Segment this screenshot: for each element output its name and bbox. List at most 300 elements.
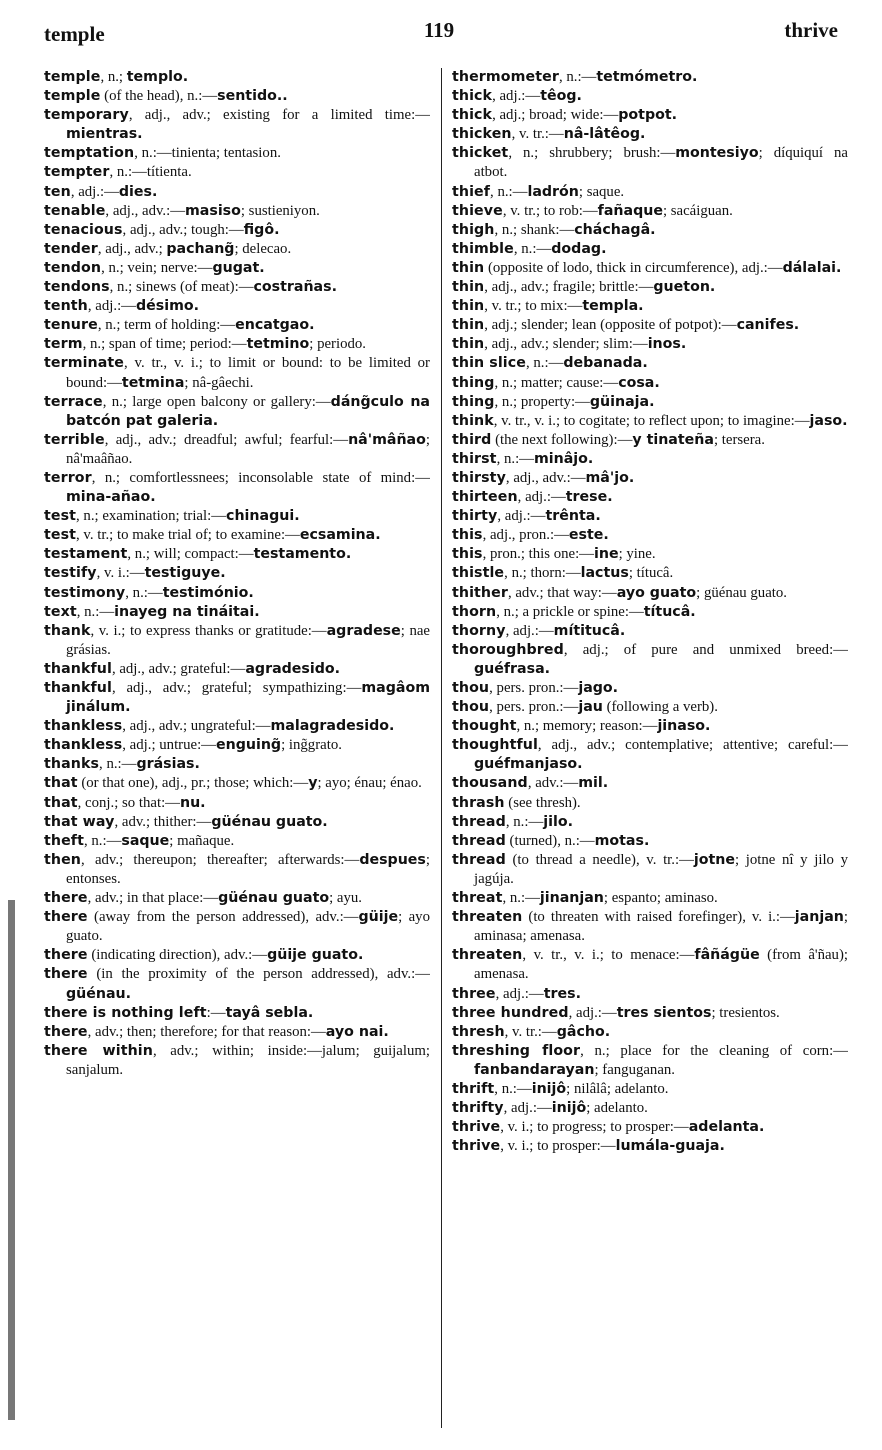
page-edge-shadow — [8, 900, 15, 1420]
entry-headword: terrible — [44, 431, 105, 448]
dictionary-entry — [452, 507, 848, 526]
entry-definition: , adj.:— — [568, 1004, 617, 1021]
dictionary-entry — [452, 526, 848, 545]
entry-definition: ; mañaque. — [169, 832, 235, 849]
dictionary-entry — [452, 412, 848, 431]
entry-headword: thou — [452, 699, 490, 716]
running-header — [40, 14, 838, 44]
page-number: 119 — [423, 18, 455, 42]
entry-translation: tayâ sebla. — [225, 1004, 314, 1021]
entry-translation: inijô — [531, 1080, 567, 1097]
dictionary-entry — [452, 278, 848, 297]
dictionary-entry — [452, 106, 848, 125]
entry-translation: motas. — [594, 832, 650, 849]
entry-translation: jotne — [693, 851, 736, 868]
entry-translation: figô. — [243, 221, 280, 238]
entry-headword: thimble — [452, 240, 514, 257]
dictionary-entry — [452, 641, 848, 679]
dictionary-entry — [44, 946, 430, 965]
entry-headword: thin slice — [452, 355, 526, 372]
entry-headword: thread — [452, 832, 506, 849]
entry-headword: three — [452, 985, 496, 1002]
entry-definition: , pers. pron.:— — [489, 699, 579, 716]
entry-translation: jau — [578, 699, 603, 716]
entry-translation: gâcho. — [556, 1023, 611, 1040]
dictionary-entry — [452, 202, 848, 221]
entry-headword: thirty — [452, 508, 498, 525]
entry-definition: ; jotne nî y jilo y jagúja. — [474, 851, 848, 887]
entry-translation: nu. — [179, 794, 206, 811]
entry-headword: thirteen — [452, 489, 518, 506]
dictionary-entry — [44, 316, 430, 335]
entry-definition: , v. tr.:— — [511, 126, 564, 143]
entry-translation: agradese — [326, 622, 401, 639]
entry-definition: ; adelanto. — [586, 1100, 648, 1117]
entry-definition: , n.:— — [76, 603, 115, 620]
dictionary-entry — [452, 794, 848, 813]
dictionary-entry — [44, 622, 430, 660]
entry-headword: thankless — [44, 737, 123, 754]
entry-headword: this — [452, 546, 483, 563]
dictionary-entry — [452, 1042, 848, 1080]
entry-translation: mítitucâ. — [553, 622, 626, 639]
dictionary-entry — [452, 622, 848, 641]
entry-headword: tendons — [44, 279, 110, 296]
entry-definition: , n.:— — [99, 756, 137, 773]
entry-headword: that — [44, 775, 78, 792]
header-right-guideword: thrive — [784, 18, 838, 42]
entry-definition: ; espanto; aminaso. — [603, 890, 718, 907]
entry-definition: ; ayo guato. — [66, 909, 430, 945]
entry-definition: ; fanguganan. — [594, 1061, 675, 1078]
dictionary-entry — [452, 297, 848, 316]
entry-headword: thou — [452, 680, 490, 696]
entry-translation: dálalai. — [782, 259, 842, 276]
dictionary-entry — [44, 736, 430, 755]
entry-definition: (in the proximity of the person addressed), adv.:— — [87, 966, 430, 983]
entry-definition: , n.:— — [505, 813, 544, 830]
entry-definition: (see thresh). — [504, 794, 581, 811]
entry-definition: , v. i.; to prosper:— — [500, 1138, 616, 1155]
dictionary-entry — [452, 431, 848, 450]
entry-translation: montesiyo — [675, 145, 759, 162]
entry-definition: , adj.; broad; wide:— — [492, 107, 619, 124]
entry-translation: tetmómetro. — [596, 69, 698, 85]
entry-definition: , n.; property:— — [494, 393, 590, 410]
entry-headword: threshing floor — [452, 1042, 581, 1059]
entry-headword: thorn — [452, 603, 497, 620]
dictionary-entry — [44, 813, 430, 832]
entry-headword: thin — [452, 279, 485, 296]
entry-translation: enguing̃ — [215, 737, 282, 754]
entry-translation: debanada. — [563, 355, 648, 372]
entry-headword: thicket — [452, 145, 509, 162]
entry-headword: testament — [44, 546, 128, 563]
entry-translation: ladrón — [527, 183, 579, 200]
entry-definition: , adj., adv.:— — [505, 469, 586, 486]
entry-definition: :— — [206, 1004, 226, 1021]
entry-translation: trese. — [565, 489, 613, 506]
entry-definition: , adj.; of pure and unmixed breed:— — [563, 641, 848, 658]
entry-translation: güije guato. — [267, 947, 364, 964]
entry-headword: terrace — [44, 393, 103, 410]
dictionary-entry — [452, 316, 848, 335]
entry-translation: despues — [359, 851, 426, 868]
dictionary-entry — [44, 717, 430, 736]
entry-definition: , pers. pron.:— — [489, 680, 579, 696]
entry-definition: (or that one), adj., pr.; those; which:— — [77, 775, 309, 792]
entry-translation: ecsamina. — [299, 527, 381, 544]
entry-headword: thread — [452, 851, 506, 868]
entry-translation: ayo nai. — [325, 1023, 389, 1040]
entry-headword: thread — [452, 813, 506, 830]
entry-translation: jaso. — [809, 412, 848, 429]
entry-headword: temple — [44, 88, 101, 105]
entry-translation: ine — [593, 546, 619, 563]
dictionary-entry — [44, 851, 430, 889]
entry-definition: , n.; — [100, 69, 127, 85]
entry-translation: magâom jinálum. — [66, 680, 430, 716]
dictionary-entry — [44, 507, 430, 526]
dictionary-entry — [44, 144, 430, 163]
dictionary-entry — [44, 431, 430, 469]
entry-translation: güinaja. — [589, 393, 655, 410]
entry-headword: thigh — [452, 221, 495, 238]
entry-definition: , n.; term of holding:— — [97, 317, 236, 334]
dictionary-entry — [44, 564, 430, 583]
entry-headword: temporary — [44, 107, 129, 124]
entry-translation: inos. — [647, 336, 687, 353]
entry-definition: , n.:— — [558, 69, 597, 85]
entry-definition: , n.; place for the cleaning of corn:— — [580, 1042, 848, 1059]
entry-headword: thing — [452, 393, 495, 410]
entry-definition: , v. tr.; to make trial of; to examine:— — [76, 527, 300, 544]
entry-headword: thief — [452, 183, 491, 200]
entry-translation: títucâ. — [643, 603, 696, 620]
dictionary-entry — [452, 908, 848, 946]
dictionary-entry — [452, 259, 848, 278]
dictionary-entry — [452, 603, 848, 622]
entry-definition: ; nae grásias. — [66, 622, 430, 658]
dictionary-entry — [44, 774, 430, 793]
entry-definition: , n.; matter; cause:— — [494, 374, 619, 391]
dictionary-entry — [452, 1080, 848, 1099]
entry-definition: , adj., adv.; contemplative; attentive; careful:— — [537, 737, 848, 754]
entry-headword: temptation — [44, 145, 135, 162]
dictionary-entry — [452, 450, 848, 469]
dictionary-entry — [44, 1004, 430, 1023]
entry-headword: thieve — [452, 202, 503, 219]
entry-definition: , n.:—títienta. — [109, 164, 192, 181]
dictionary-entry — [452, 851, 848, 889]
entry-headword: think — [452, 412, 494, 429]
entry-definition: (of the head), n.:— — [100, 88, 218, 105]
entry-headword: thistle — [452, 565, 505, 582]
dictionary-entry — [44, 297, 430, 316]
entry-translation: masiso — [185, 202, 241, 219]
entry-translation: templa. — [582, 298, 644, 315]
dictionary-entry — [44, 832, 430, 851]
entry-headword: there is nothing left — [44, 1004, 207, 1021]
entry-translation: canifes. — [736, 317, 800, 334]
dictionary-entry — [452, 1137, 848, 1156]
column-divider — [441, 68, 442, 1428]
entry-translation: mâ'jo. — [585, 469, 635, 486]
entry-translation: y tinateña — [632, 431, 714, 448]
entry-translation: costrañas. — [253, 279, 337, 296]
entry-definition: , n.:— — [490, 183, 528, 200]
entry-definition: , adj.; untrue:— — [122, 737, 216, 754]
entry-headword: thin — [452, 259, 485, 276]
entry-headword: thing — [452, 374, 495, 391]
entry-translation: janjan — [794, 909, 844, 926]
dictionary-entry — [452, 335, 848, 354]
entry-definition: ; saque. — [578, 183, 625, 200]
entry-definition: , n.:—tinienta; tentasion. — [134, 145, 281, 162]
entry-definition: , n.; will; compact:— — [127, 546, 254, 563]
entry-translation: tetmino — [246, 336, 310, 353]
entry-headword: tempter — [44, 164, 110, 181]
entry-headword: thought — [452, 718, 517, 735]
entry-definition: , adj.:— — [492, 88, 541, 105]
entry-definition: , v. tr., v. i.; to limit or bound: to be limited or bound:— — [66, 355, 430, 391]
dictionary-entry — [44, 1042, 430, 1080]
entry-headword: text — [44, 603, 77, 620]
dictionary-entry — [44, 469, 430, 507]
entry-headword: three hundred — [452, 1004, 569, 1021]
entry-definition: (away from the person addressed), adv.:— — [87, 909, 359, 926]
entry-definition: , adj.:— — [517, 489, 566, 506]
entry-translation: güénau. — [66, 985, 132, 1002]
entry-headword: there within — [44, 1042, 153, 1059]
dictionary-entry — [452, 1023, 848, 1042]
entry-definition: , adv.; thereupon; thereafter; afterwards:— — [81, 851, 360, 868]
entry-translation: güénau guato — [218, 890, 330, 907]
entry-headword: thrift — [452, 1080, 495, 1097]
dictionary-entry — [44, 163, 430, 182]
dictionary-entry — [44, 278, 430, 297]
entry-definition: , adj.:— — [497, 508, 546, 525]
entry-definition: , adj., adv.; — [97, 240, 167, 257]
dictionary-entry — [452, 374, 848, 393]
entry-definition: ; nâ-gâechi. — [184, 374, 254, 391]
entry-definition: , adj.:— — [87, 298, 136, 315]
entry-definition: (following a verb). — [602, 699, 718, 716]
dictionary-entry — [44, 660, 430, 679]
entry-translation: mil. — [578, 775, 609, 792]
entry-translation: gugat. — [212, 259, 265, 276]
entry-headword: thicken — [452, 126, 512, 143]
dictionary-entry — [44, 68, 430, 87]
entry-definition: , adv.:— — [527, 775, 579, 792]
entry-definition: , n.:— — [494, 1080, 532, 1097]
entry-definition: , adj., pron.:— — [482, 527, 569, 544]
entry-definition: ; aminasa; amenasa. — [474, 909, 848, 945]
entry-headword: thick — [452, 107, 493, 124]
dictionary-entry — [44, 183, 430, 202]
dictionary-entry — [452, 240, 848, 259]
entry-translation: testamento. — [253, 546, 352, 563]
entry-translation: fañaque — [597, 202, 663, 219]
dictionary-entry — [452, 221, 848, 240]
entry-headword: thick — [452, 88, 493, 105]
entry-definition: (from â'ñau); amenasa. — [474, 947, 848, 983]
entry-translation: tetmina — [121, 374, 185, 391]
entry-definition: (the next following):— — [491, 431, 633, 448]
entry-definition: , n.; shrubbery; brush:— — [508, 145, 676, 162]
entry-headword: that — [44, 794, 78, 811]
entry-definition: , n.:— — [513, 240, 552, 257]
entry-headword: testify — [44, 565, 97, 582]
entry-translation: güije — [358, 909, 399, 926]
entry-headword: threat — [452, 890, 503, 907]
entry-headword: there — [44, 966, 88, 983]
entry-headword: thin — [452, 298, 485, 315]
entry-translation: chinagui. — [226, 508, 300, 525]
entry-translation: testimónio. — [162, 584, 254, 601]
dictionary-entry — [452, 774, 848, 793]
dictionary-entry — [452, 698, 848, 717]
entry-definition: , adv.; within; inside:—jalum; guijalum; sanjalum. — [66, 1042, 430, 1078]
entry-definition: (turned), n.:— — [505, 832, 595, 849]
entry-definition: , n.; memory; reason:— — [516, 718, 658, 735]
entry-headword: there — [44, 947, 88, 964]
dictionary-entry — [44, 603, 430, 622]
entry-headword: this — [452, 527, 483, 544]
entry-definition: ; títucâ. — [628, 565, 674, 582]
entry-definition: , n.; large open balcony or gallery:— — [102, 393, 331, 410]
entry-definition: (to thread a needle), v. tr.:— — [505, 851, 694, 868]
entry-definition: , adj., adv.; fragile; brittle:— — [484, 279, 654, 296]
entry-translation: saque — [121, 832, 170, 849]
entry-translation: testiguye. — [144, 565, 226, 582]
dictionary-entry — [44, 87, 430, 106]
entry-headword: thrifty — [452, 1100, 504, 1117]
entry-translation: dies. — [118, 183, 158, 200]
entry-headword: thanks — [44, 756, 100, 773]
entry-translation: nâ'mâñao — [348, 431, 426, 448]
entry-headword: tenth — [44, 298, 88, 315]
dictionary-entry — [452, 545, 848, 564]
entry-headword: thoughtful — [452, 737, 538, 754]
dictionary-entry — [44, 545, 430, 564]
entry-translation: jilo. — [543, 813, 573, 830]
right-column — [452, 68, 848, 1438]
entry-translation: nâ-lâtêog. — [563, 126, 646, 143]
entry-translation: adelanta. — [688, 1119, 765, 1136]
entry-definition: , adj.:— — [70, 183, 119, 200]
entry-definition: , adj., adv.; ungrateful:— — [122, 718, 271, 735]
dictionary-entry — [452, 125, 848, 144]
entry-definition: , n.; shank:— — [494, 221, 575, 238]
entry-definition: , n.; span of time; period:— — [82, 336, 247, 353]
entry-definition: , n.; thorn:— — [504, 565, 581, 582]
entry-definition: , n.:— — [83, 832, 122, 849]
entry-definition: , adv.; that way:— — [507, 584, 617, 601]
dictionary-entry — [452, 144, 848, 182]
entry-definition: , pron.; this one:— — [482, 546, 594, 563]
entry-translation: dodag. — [551, 240, 607, 257]
entry-definition: , n.:— — [496, 450, 534, 467]
entry-translation: ayo guato — [616, 584, 697, 601]
dictionary-entry — [44, 354, 430, 392]
entry-headword: thorny — [452, 622, 506, 639]
entry-definition: (indicating direction), adv.:— — [87, 947, 268, 964]
dictionary-entry — [452, 354, 848, 373]
entry-definition: , adj., adv.; grateful; sympathizing:— — [111, 680, 362, 696]
entry-definition: , n.; comfortlessnees; inconsolable state of mind:— — [91, 469, 430, 486]
entry-definition: ; díquiquí na atbot. — [474, 145, 848, 181]
entry-headword: thank — [44, 622, 91, 639]
entry-translation: fâñágüe — [694, 947, 760, 964]
dictionary-entry — [44, 335, 430, 354]
entry-definition: , n.; a prickle or spine:— — [496, 603, 644, 620]
entry-definition: , v. tr.:— — [504, 1023, 557, 1040]
entry-definition: , n.; examination; trial:— — [76, 508, 227, 525]
entry-translation: trênta. — [545, 508, 601, 525]
entry-headword: theft — [44, 832, 84, 849]
entry-headword: threaten — [452, 947, 523, 964]
entry-translation: fanbandarayan — [474, 1061, 595, 1078]
entry-headword: thin — [452, 336, 485, 353]
dictionary-entry — [452, 946, 848, 984]
entry-definition: , v. tr.; to mix:— — [484, 298, 583, 315]
entry-translation: encatgao. — [235, 317, 315, 334]
dictionary-entry — [452, 813, 848, 832]
dictionary-entry — [44, 106, 430, 144]
entry-translation: grásias. — [136, 756, 200, 773]
entry-translation: cosa. — [618, 374, 660, 391]
entry-definition: , adj.:— — [503, 1100, 552, 1117]
entry-translation: têog. — [540, 88, 582, 105]
dictionary-entry — [452, 1099, 848, 1118]
entry-translation: jinaso. — [657, 718, 711, 735]
entry-headword: terminate — [44, 355, 125, 372]
entry-translation: mina-añao. — [66, 489, 156, 506]
entry-translation: guéfrasa. — [474, 660, 551, 677]
entry-headword: thousand — [452, 775, 528, 792]
dictionary-entry — [44, 584, 430, 603]
entry-headword: that way — [44, 813, 115, 830]
entry-definition: , n.:— — [526, 355, 564, 372]
entry-translation: inayeg na tináitai. — [114, 603, 260, 620]
entry-translation: pachang̃ — [166, 240, 235, 257]
entry-headword: ten — [44, 183, 71, 200]
entry-translation: lumála-guaja. — [615, 1138, 725, 1155]
dictionary-entry — [452, 68, 848, 87]
entry-definition: ; nilâlâ; adelanto. — [566, 1080, 669, 1097]
entry-translation: templo. — [126, 69, 189, 85]
entry-definition: (opposite of lodo, thick in circumference), adj.:— — [484, 259, 783, 276]
entry-headword: thankful — [44, 680, 112, 696]
entry-definition: ; tersera. — [713, 431, 765, 448]
dictionary-entry — [452, 889, 848, 908]
entry-definition: , adj.; slender; lean (opposite of potpot):— — [484, 317, 737, 334]
entry-headword: test — [44, 527, 77, 544]
entry-translation: sentido.. — [217, 88, 288, 105]
entry-definition: , v. tr., v. i.; to menace:— — [522, 947, 695, 964]
entry-definition: , n.:— — [125, 584, 163, 601]
entry-headword: terror — [44, 469, 92, 486]
entry-definition: , n.; sinews (of meat):— — [109, 279, 254, 296]
entry-translation: tres sientos — [616, 1004, 712, 1021]
dictionary-entry — [44, 259, 430, 278]
entry-definition: , n.; vein; nerve:— — [101, 259, 213, 276]
entry-definition: , v. i.; to progress; to prosper:— — [500, 1119, 689, 1136]
entry-headword: third — [452, 431, 492, 448]
entry-translation: inijô — [551, 1100, 587, 1117]
dictionary-entry — [44, 526, 430, 545]
